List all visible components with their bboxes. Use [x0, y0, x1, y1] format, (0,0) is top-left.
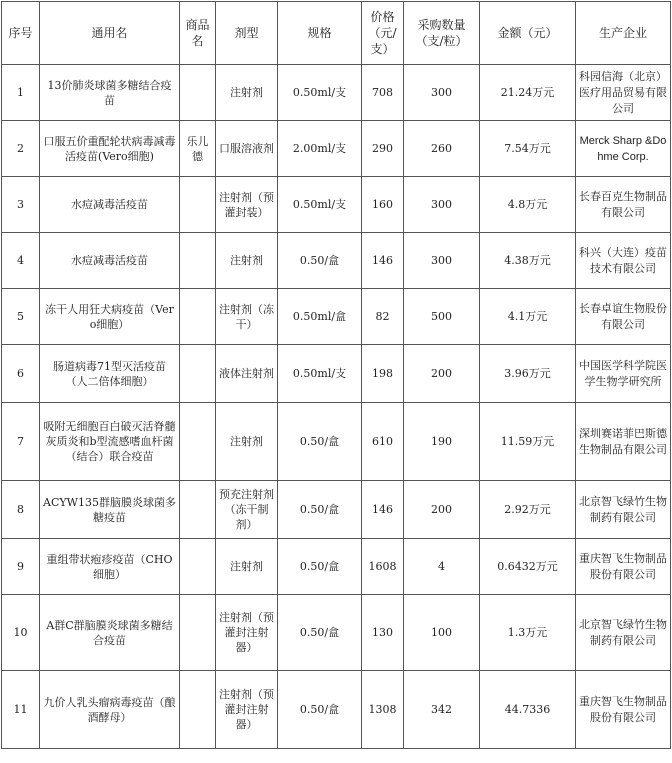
cell-amount: 11.59万元 [480, 403, 576, 481]
cell-quantity: 190 [404, 403, 480, 481]
cell-dosage-form: 注射剂 [216, 233, 278, 289]
table-row [2, 177, 671, 233]
cell-dosage-form: 注射剂 [216, 403, 278, 481]
cell-seq: 2 [2, 121, 40, 177]
header-price: 价格（元/支） [362, 2, 404, 65]
cell-spec: 2.00ml/支 [278, 121, 362, 177]
cell-amount: 0.6432万元 [480, 539, 576, 595]
cell-spec: 0.50/盒 [278, 539, 362, 595]
header-enterprise: 生产企业 [576, 2, 671, 65]
cell-amount: 4.8万元 [480, 177, 576, 233]
cell-quantity: 300 [404, 177, 480, 233]
header-generic-name: 通用名 [40, 2, 180, 65]
header-dosage-form: 剂型 [216, 2, 278, 65]
cell-dosage-form: 注射剂（预灌封装） [216, 177, 278, 233]
cell-enterprise: 北京智飞绿竹生物制药有限公司 [576, 481, 671, 539]
cell-quantity: 300 [404, 233, 480, 289]
cell-enterprise: 长春卓谊生物股份有限公司 [576, 289, 671, 345]
cell-seq: 4 [2, 233, 40, 289]
header-amount: 金额（元） [480, 2, 576, 65]
cell-amount: 2.92万元 [480, 481, 576, 539]
cell-price: 82 [362, 289, 404, 345]
cell-price: 130 [362, 595, 404, 671]
table-row [2, 481, 671, 539]
cell-spec: 0.50/盒 [278, 671, 362, 749]
cell-trade-name [180, 177, 216, 233]
cell-price: 610 [362, 403, 404, 481]
cell-seq: 3 [2, 177, 40, 233]
cell-price: 198 [362, 345, 404, 403]
cell-quantity: 200 [404, 345, 480, 403]
cell-price: 146 [362, 481, 404, 539]
cell-enterprise: Merck Sharp &Dohme Corp. [576, 121, 671, 177]
cell-seq: 6 [2, 345, 40, 403]
cell-generic-name: 水痘减毒活疫苗 [40, 177, 180, 233]
cell-spec: 0.50ml/支 [278, 345, 362, 403]
cell-generic-name: 水痘减毒活疫苗 [40, 233, 180, 289]
cell-generic-name: 肠道病毒71型灭活疫苗（人二倍体细胞） [40, 345, 180, 403]
cell-quantity: 500 [404, 289, 480, 345]
cell-quantity: 300 [404, 65, 480, 121]
cell-spec: 0.50/盒 [278, 233, 362, 289]
cell-spec: 0.50ml/支 [278, 177, 362, 233]
cell-generic-name: ACYW135群脑膜炎球菌多糖疫苗 [40, 481, 180, 539]
cell-amount: 4.1万元 [480, 289, 576, 345]
header-quantity: 采购数量（支/粒） [404, 2, 480, 65]
header-seq: 序号 [2, 2, 40, 65]
cell-enterprise: 深圳赛诺菲巴斯德生物制品有限公司 [576, 403, 671, 481]
cell-price: 160 [362, 177, 404, 233]
cell-spec: 0.50ml/支 [278, 65, 362, 121]
cell-dosage-form: 注射剂（冻干） [216, 289, 278, 345]
cell-seq: 10 [2, 595, 40, 671]
cell-generic-name: 13价肺炎球菌多糖结合疫苗 [40, 65, 180, 121]
table-header-row [2, 2, 671, 65]
cell-enterprise: 重庆智飞生物制品股份有限公司 [576, 539, 671, 595]
cell-price: 290 [362, 121, 404, 177]
cell-dosage-form: 口服溶液剂 [216, 121, 278, 177]
table-row [2, 121, 671, 177]
cell-trade-name [180, 403, 216, 481]
header-spec: 规格 [278, 2, 362, 65]
cell-dosage-form: 预充注射剂（冻干制剂） [216, 481, 278, 539]
cell-spec: 0.50/盒 [278, 481, 362, 539]
cell-dosage-form: 注射剂（预灌封注射器） [216, 671, 278, 749]
cell-dosage-form: 液体注射剂 [216, 345, 278, 403]
vaccine-procurement-table [1, 1, 671, 749]
cell-amount: 1.3万元 [480, 595, 576, 671]
cell-trade-name [180, 233, 216, 289]
cell-generic-name: 口服五价重配轮状病毒减毒活疫苗(Vero细胞) [40, 121, 180, 177]
cell-dosage-form: 注射剂（预灌封注射器） [216, 595, 278, 671]
cell-trade-name: 乐儿德 [180, 121, 216, 177]
cell-enterprise: 长春百克生物制品有限公司 [576, 177, 671, 233]
cell-spec: 0.50/盒 [278, 403, 362, 481]
cell-amount: 7.54万元 [480, 121, 576, 177]
cell-trade-name [180, 481, 216, 539]
cell-generic-name: 吸附无细胞百白破灭活脊髓灰质炎和b型流感嗜血杆菌（结合）联合疫苗 [40, 403, 180, 481]
table-row [2, 403, 671, 481]
cell-seq: 7 [2, 403, 40, 481]
cell-spec: 0.50/盒 [278, 595, 362, 671]
cell-trade-name [180, 345, 216, 403]
cell-generic-name: A群C群脑膜炎球菌多糖结合疫苗 [40, 595, 180, 671]
table-row [2, 671, 671, 749]
header-trade-name: 商品名 [180, 2, 216, 65]
cell-seq: 11 [2, 671, 40, 749]
table-row [2, 539, 671, 595]
cell-amount: 4.38万元 [480, 233, 576, 289]
cell-trade-name [180, 65, 216, 121]
cell-price: 146 [362, 233, 404, 289]
cell-amount: 3.96万元 [480, 345, 576, 403]
cell-trade-name [180, 289, 216, 345]
cell-enterprise: 北京智飞绿竹生物制药有限公司 [576, 595, 671, 671]
cell-enterprise: 重庆智飞生物制品股份有限公司 [576, 671, 671, 749]
cell-generic-name: 冻干人用狂犬病疫苗（Vero细胞） [40, 289, 180, 345]
cell-amount: 21.24万元 [480, 65, 576, 121]
cell-quantity: 100 [404, 595, 480, 671]
table-row [2, 65, 671, 121]
cell-enterprise: 科园信海（北京）医疗用品贸易有限公司 [576, 65, 671, 121]
cell-trade-name [180, 539, 216, 595]
cell-price: 1608 [362, 539, 404, 595]
cell-seq: 8 [2, 481, 40, 539]
cell-quantity: 4 [404, 539, 480, 595]
table-row [2, 233, 671, 289]
table-row [2, 289, 671, 345]
cell-quantity: 260 [404, 121, 480, 177]
cell-trade-name [180, 671, 216, 749]
cell-quantity: 200 [404, 481, 480, 539]
table-row [2, 345, 671, 403]
cell-trade-name [180, 595, 216, 671]
table-row [2, 595, 671, 671]
cell-amount: 44.7336 [480, 671, 576, 749]
cell-dosage-form: 注射剂 [216, 65, 278, 121]
cell-dosage-form: 注射剂 [216, 539, 278, 595]
cell-quantity: 342 [404, 671, 480, 749]
cell-generic-name: 重组带状疱疹疫苗（CHO细胞） [40, 539, 180, 595]
cell-spec: 0.50ml/盒 [278, 289, 362, 345]
cell-seq: 9 [2, 539, 40, 595]
cell-seq: 5 [2, 289, 40, 345]
cell-seq: 1 [2, 65, 40, 121]
cell-price: 1308 [362, 671, 404, 749]
cell-generic-name: 九价人乳头瘤病毒疫苗（酿酒酵母） [40, 671, 180, 749]
cell-enterprise: 科兴（大连）疫苗技术有限公司 [576, 233, 671, 289]
cell-enterprise: 中国医学科学院医学生物学研究所 [576, 345, 671, 403]
cell-price: 708 [362, 65, 404, 121]
